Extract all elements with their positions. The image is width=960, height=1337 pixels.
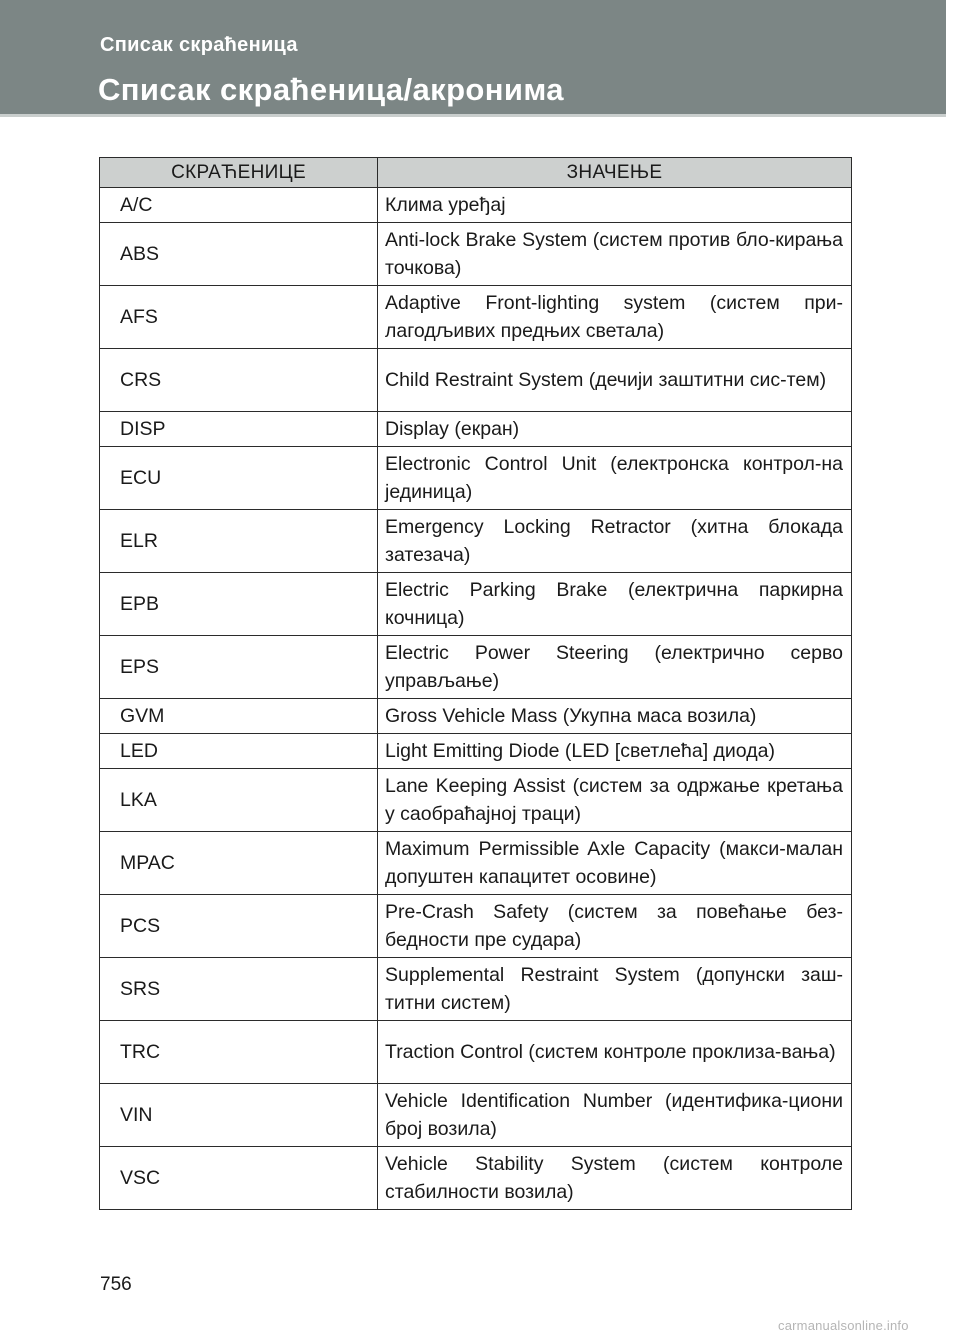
section-label: Списак скраћеница (100, 34, 298, 56)
table-row (100, 223, 852, 286)
header-edge (946, 0, 960, 117)
meaning-cell: Traction Control (систем контроле проклиза-вања) (378, 1021, 852, 1084)
abbreviation-cell: CRS (100, 349, 378, 412)
abbreviations-table (99, 157, 852, 1210)
column-header-abbreviation: СКРАЋЕНИЦЕ (100, 158, 378, 188)
meaning-cell: Клима уређај (378, 188, 852, 223)
abbreviation-cell: A/C (100, 188, 378, 223)
abbreviation-cell: LED (100, 734, 378, 769)
table-row (100, 1021, 852, 1084)
meaning-cell: Supplemental Restraint System (допунски заш-титни систем) (378, 958, 852, 1021)
abbreviation-cell: ABS (100, 223, 378, 286)
abbreviation-cell: ECU (100, 447, 378, 510)
table-row (100, 734, 852, 769)
table-row (100, 510, 852, 573)
meaning-cell: Electronic Control Unit (електронска контрол-на јединица) (378, 447, 852, 510)
table-header-row (100, 158, 852, 188)
meaning-cell: Child Restraint System (дечији заштитни сис-тем) (378, 349, 852, 412)
abbreviation-cell: DISP (100, 412, 378, 447)
abbreviation-cell: AFS (100, 286, 378, 349)
table-row (100, 699, 852, 734)
table-row (100, 447, 852, 510)
meaning-cell: Vehicle Identification Number (идентифика-циони број возила) (378, 1084, 852, 1147)
meaning-cell: Pre-Crash Safety (систем за повећање без-бедности пре судара) (378, 895, 852, 958)
page-title: Списак скраћеница/акронима (98, 72, 564, 107)
meaning-cell: Adaptive Front-lighting system (систем при-лагодљивих предњих светала) (378, 286, 852, 349)
meaning-cell: Light Emitting Diode (LED [светлећа] диода) (378, 734, 852, 769)
abbreviation-cell: MPAC (100, 832, 378, 895)
meaning-cell: Emergency Locking Retractor (хитна блокада затезача) (378, 510, 852, 573)
abbreviation-cell: GVM (100, 699, 378, 734)
abbreviation-cell: VIN (100, 1084, 378, 1147)
table-row (100, 188, 852, 223)
abbreviation-cell: TRC (100, 1021, 378, 1084)
meaning-cell: Electric Parking Brake (електрична паркирна кочница) (378, 573, 852, 636)
table-row (100, 412, 852, 447)
meaning-cell: Electric Power Steering (електрично серво управљање) (378, 636, 852, 699)
table-row (100, 349, 852, 412)
meaning-cell: Gross Vehicle Mass (Укупна маса возила) (378, 699, 852, 734)
meaning-cell: Display (екран) (378, 412, 852, 447)
table-row (100, 286, 852, 349)
table-row (100, 958, 852, 1021)
meaning-cell: Vehicle Stability System (систем контроле стабилности возила) (378, 1147, 852, 1210)
table-row (100, 573, 852, 636)
table-row (100, 895, 852, 958)
page-number: 756 (100, 1274, 132, 1295)
meaning-cell: Anti-lock Brake System (систем против бло-кирања точкова) (378, 223, 852, 286)
watermark: carmanualsonline.info (778, 1318, 909, 1333)
table-row (100, 636, 852, 699)
abbreviation-cell: VSC (100, 1147, 378, 1210)
abbreviation-cell: ELR (100, 510, 378, 573)
abbreviation-cell: SRS (100, 958, 378, 1021)
header-shadow (0, 114, 946, 117)
table-row (100, 769, 852, 832)
table-row (100, 1084, 852, 1147)
table-row (100, 1147, 852, 1210)
meaning-cell: Lane Keeping Assist (систем за одржање кретања у саобраћајној траци) (378, 769, 852, 832)
abbreviation-cell: EPS (100, 636, 378, 699)
abbreviation-cell: LKA (100, 769, 378, 832)
abbreviation-cell: EPB (100, 573, 378, 636)
table-row (100, 832, 852, 895)
column-header-meaning: ЗНАЧЕЊЕ (378, 158, 852, 188)
abbreviation-cell: PCS (100, 895, 378, 958)
meaning-cell: Maximum Permissible Axle Capacity (макси-малан допуштен капацитет осовине) (378, 832, 852, 895)
